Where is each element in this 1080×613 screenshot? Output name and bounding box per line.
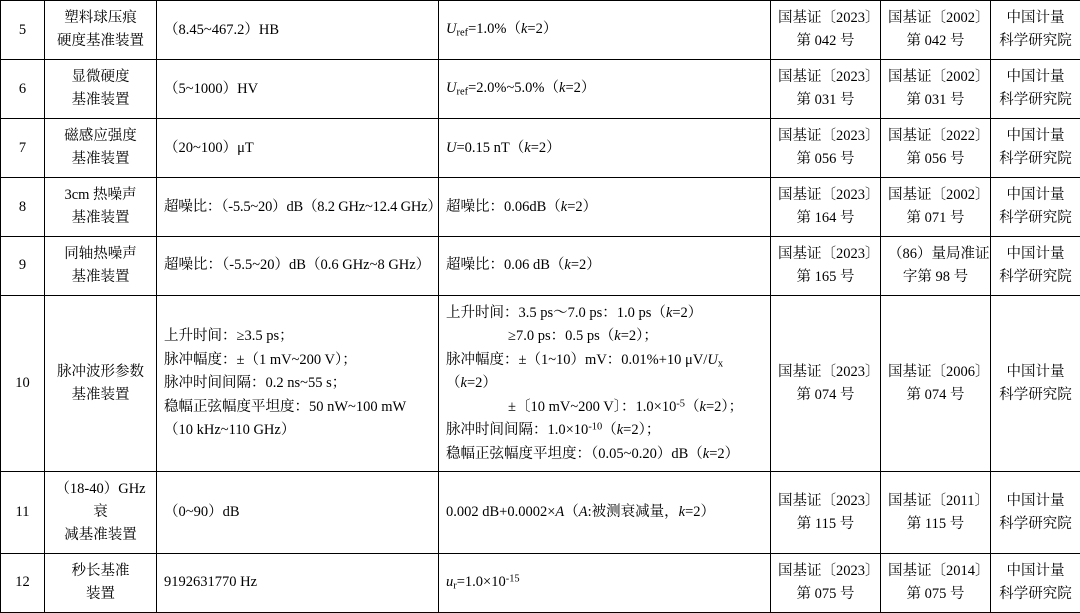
cell-name: 3cm 热噪声 基准装置 <box>45 177 157 236</box>
cell-org: 中国计量 科学研究院 <box>991 177 1080 236</box>
cell-uncertainty: $U_{ref}=2.0\%\sim 5.0\%(k=2)$ <box>439 59 771 118</box>
cell-cert-original: 国基证〔2022〕 第 056 号 <box>881 118 991 177</box>
cell-cert-current: 国基证〔2023〕 第 074 号 <box>771 295 881 472</box>
cell-cert-original: 国基证〔2002〕 第 042 号 <box>881 1 991 60</box>
cell-uncertainty: $u_r=1.0\times 10^{-15}$ <box>439 553 771 612</box>
table-row <box>1 118 1080 177</box>
cell-range: （0~90）dB <box>157 472 439 553</box>
cell-cert-current: 国基证〔2023〕 第 075 号 <box>771 553 881 612</box>
cell-cert-original: 国基证〔2011〕 第 115 号 <box>881 472 991 553</box>
cell-no: 10 <box>1 295 45 472</box>
cell-name: 脉冲波形参数 基准装置 <box>45 295 157 472</box>
cell-cert-current: 国基证〔2023〕 第 056 号 <box>771 118 881 177</box>
cell-name: （18-40）GHz 衰 减基准装置 <box>45 472 157 553</box>
cell-no: 6 <box>1 59 45 118</box>
cell-org: 中国计量 科学研究院 <box>991 1 1080 60</box>
table-row <box>1 295 1080 472</box>
cell-cert-current: 国基证〔2023〕 第 031 号 <box>771 59 881 118</box>
cell-range: 9192631770 Hz <box>157 553 439 612</box>
cell-org: 中国计量 科学研究院 <box>991 59 1080 118</box>
table-row <box>1 553 1080 612</box>
cell-range: 上升时间：≥3.5 ps； 脉冲幅度：±（1 mV~200 V）； 脉冲时间间隔：0.2 ns~55 s； 稳幅正弦幅度平坦度：50 nW~100 mW （10 kHz~110 GHz） <box>157 295 439 472</box>
table-row <box>1 472 1080 553</box>
cell-cert-current: 国基证〔2023〕 第 165 号 <box>771 236 881 295</box>
cell-no: 9 <box>1 236 45 295</box>
cell-no: 11 <box>1 472 45 553</box>
cell-org: 中国计量 科学研究院 <box>991 118 1080 177</box>
cell-uncertainty: 0.002 dB+0.0002×A（A:被测衰减量，k=2） <box>439 472 771 553</box>
cell-name: 秒长基准 装置 <box>45 553 157 612</box>
table-row <box>1 1 1080 60</box>
table-row <box>1 236 1080 295</box>
cell-cert-original: 国基证〔2006〕 第 074 号 <box>881 295 991 472</box>
table-row <box>1 177 1080 236</box>
cell-name: 显微硬度 基准装置 <box>45 59 157 118</box>
cell-cert-original: 国基证〔2002〕 第 031 号 <box>881 59 991 118</box>
table-row <box>1 59 1080 118</box>
cell-name: 塑料球压痕 硬度基准装置 <box>45 1 157 60</box>
cell-cert-original: （86）量局准证 字第 98 号 <box>881 236 991 295</box>
cell-cert-current: 国基证〔2023〕 第 115 号 <box>771 472 881 553</box>
cell-range: 超噪比：（-5.5~20）dB（0.6 GHz~8 GHz） <box>157 236 439 295</box>
cell-range: （5~1000）HV <box>157 59 439 118</box>
cell-range: （20~100）μT <box>157 118 439 177</box>
cell-uncertainty: 超噪比：0.06 dB（k=2） <box>439 236 771 295</box>
cell-cert-current: 国基证〔2023〕 第 042 号 <box>771 1 881 60</box>
cell-uncertainty: 超噪比：0.06dB（k=2） <box>439 177 771 236</box>
table-body <box>1 1 1080 613</box>
cell-range: 超噪比：（-5.5~20）dB（8.2 GHz~12.4 GHz） <box>157 177 439 236</box>
cell-name: 同轴热噪声 基准装置 <box>45 236 157 295</box>
cell-no: 12 <box>1 553 45 612</box>
cell-org: 中国计量 科学研究院 <box>991 553 1080 612</box>
cell-org: 中国计量 科学研究院 <box>991 236 1080 295</box>
cell-range: （8.45~467.2）HB <box>157 1 439 60</box>
cell-uncertainty: U=0.15 nT（k=2） <box>439 118 771 177</box>
cell-cert-original: 国基证〔2014〕 第 075 号 <box>881 553 991 612</box>
cell-no: 8 <box>1 177 45 236</box>
cell-org: 中国计量 科学研究院 <box>991 472 1080 553</box>
cell-uncertainty: 上升时间：3.5 ps～7.0 ps：1.0 ps（k=2） ≥7.0 ps：0.5 ps（k=2）； 脉冲幅度：±（1~10）mV：0.01%+10 $\mu V/U_x(k=2)$ ±〔10 mV~200 V〕：$1.0\times 10^{-5}(k=2)$； 脉冲时间间隔：$1.0\times 10^{-10}(k=2)$； 稳幅正弦幅度平坦度：（0.05~0.20）dB（k=2） <box>439 295 771 472</box>
cell-org: 中国计量 科学研究院 <box>991 295 1080 472</box>
cell-no: 7 <box>1 118 45 177</box>
cell-cert-current: 国基证〔2023〕 第 164 号 <box>771 177 881 236</box>
cell-no: 5 <box>1 1 45 60</box>
cell-uncertainty: $U_{ref}=1.0\%(k=2)$ <box>439 1 771 60</box>
cell-name: 磁感应强度 基准装置 <box>45 118 157 177</box>
cell-cert-original: 国基证〔2002〕 第 071 号 <box>881 177 991 236</box>
